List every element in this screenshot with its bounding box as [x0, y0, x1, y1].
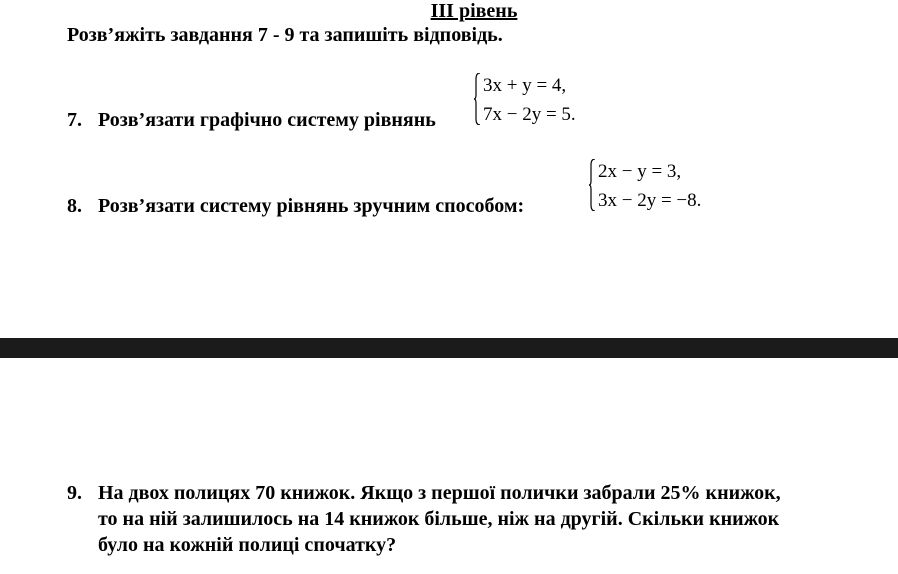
task-text-line: було на кожній полиці спочатку?: [98, 534, 397, 556]
equation: 2x − y = 3,: [598, 161, 682, 182]
equation: 3x + y = 4,: [483, 75, 567, 96]
task-text: Розв’язати систему рівнянь зручним способом:: [98, 195, 525, 217]
task-text-line: На двох полицях 70 книжок. Якщо з першої полички забрали 25% книжок,: [98, 482, 781, 504]
page-divider: [0, 338, 898, 358]
instructions: Розв’яжіть завдання 7 - 9 та запишіть відповідь.: [67, 24, 503, 46]
task-number: 9.: [67, 482, 82, 504]
equation: 3x − 2y = −8.: [598, 190, 702, 211]
task-number: 8.: [67, 195, 82, 217]
equation: 7x − 2y = 5.: [483, 104, 576, 125]
task-number: 7.: [67, 109, 82, 131]
task-text: Розв’язати графічно систему рівнянь: [98, 109, 436, 131]
brace-icon: [474, 73, 480, 125]
level-heading: ІІІ рівень: [430, 0, 518, 22]
brace-icon: [589, 159, 595, 211]
task-text: [98, 480, 878, 558]
task-text-line: то на ній залишилось на 14 книжок більше, ніж на другій. Скільки книжок: [98, 508, 780, 530]
